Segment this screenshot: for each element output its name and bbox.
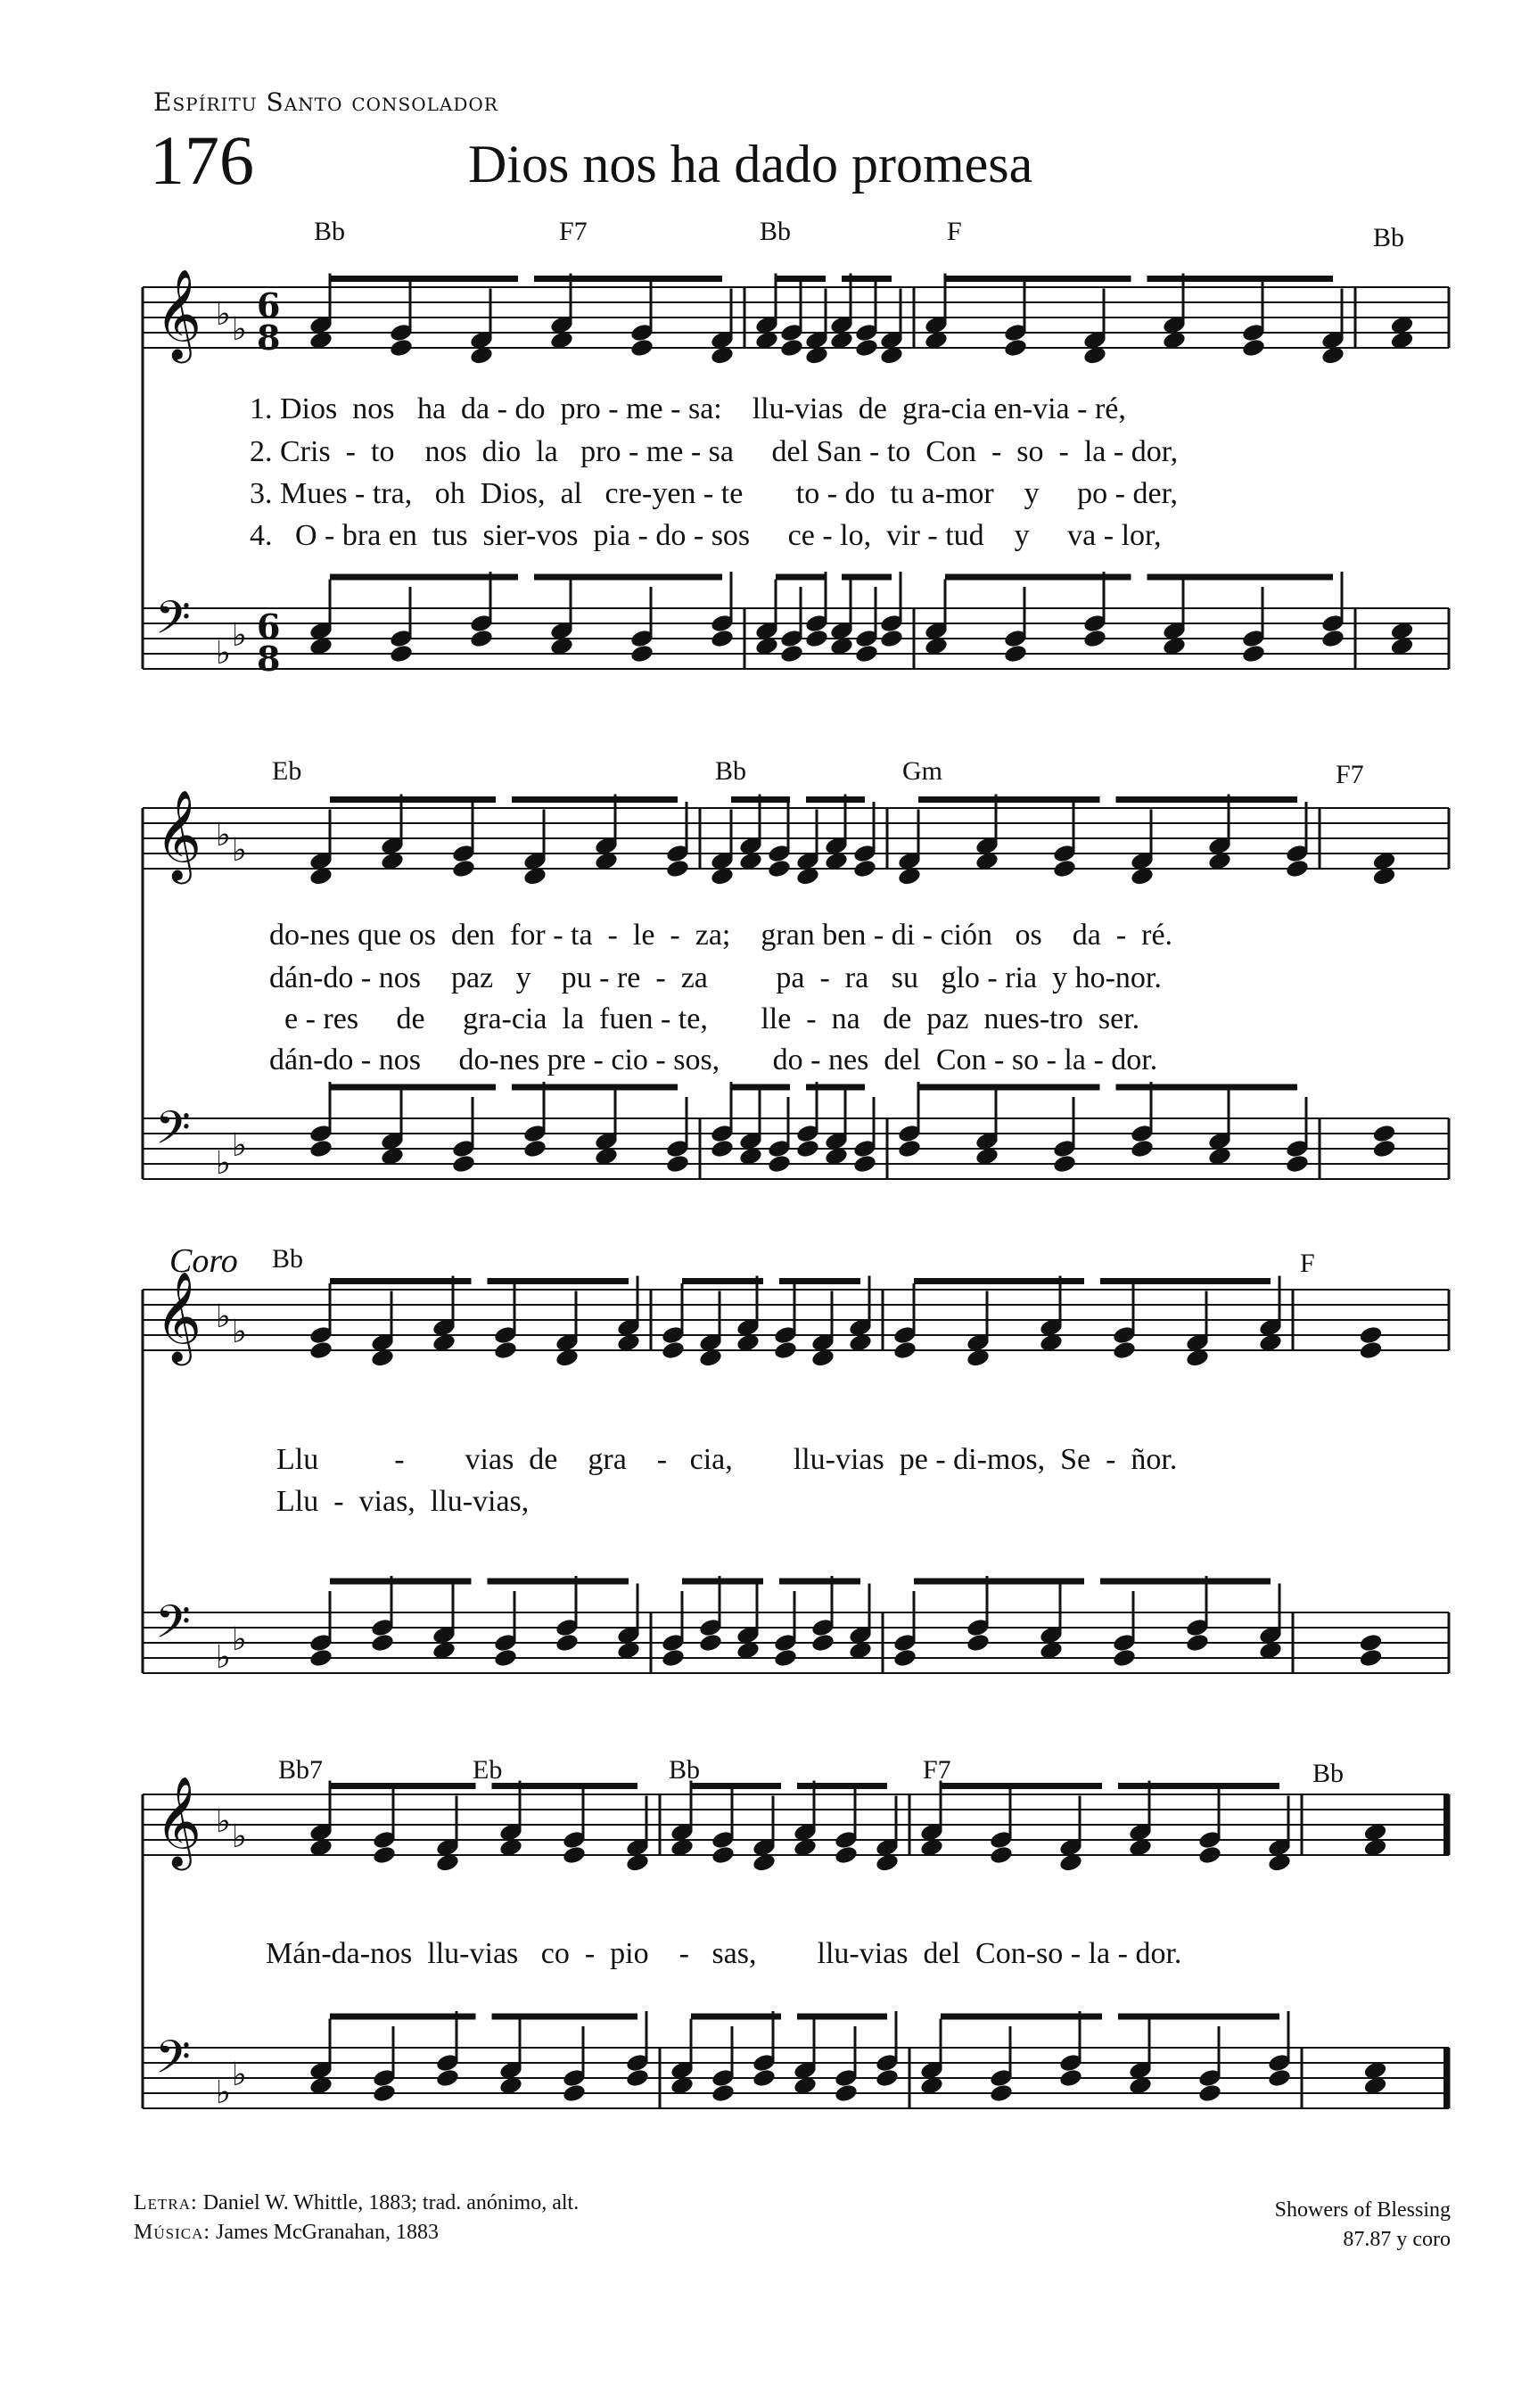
beam [1147,574,1334,581]
lyric-chorus-alt: Llu - vias, llu-vias, [276,1485,530,1518]
notehead [1267,2067,1292,2088]
chord-symbol: Eb [272,756,302,786]
flat-sign: ♭ [232,617,247,654]
notehead [852,858,877,878]
notehead [451,1153,476,1174]
chord-symbol: Bb [760,217,792,246]
notehead [795,1138,820,1159]
notehead [804,628,829,648]
notehead [1285,1153,1310,1174]
beam [330,1783,476,1789]
flat-sign: ♭ [232,1127,247,1164]
notehead [308,1647,333,1668]
hymn-title: Dios nos ha dado promesa [468,135,1033,194]
notehead [1197,1844,1222,1865]
beam [941,2014,1102,2020]
notehead [989,1844,1014,1865]
notehead [892,1647,917,1668]
notehead [661,1647,686,1668]
notehead [1358,1340,1383,1360]
treble-clef: 𝄞 [155,1775,202,1867]
beam [731,796,790,803]
chord-symbol: F [947,217,962,246]
beam [492,2014,638,2020]
flat-sign: ♭ [232,1818,247,1855]
credit-letra-text: Daniel W. Whittle, 1883; trad. anónimo, alt. [202,2191,580,2214]
chorus-label: Coro [169,1242,238,1280]
notehead [710,628,735,648]
notehead [665,858,690,878]
notehead [629,337,654,358]
notehead [435,2067,460,2088]
beam [779,1278,860,1284]
chord-symbol: Eb [473,1755,503,1785]
credit-musica [134,2221,439,2245]
beam [1116,796,1298,803]
chord-symbol: F [1300,1249,1315,1278]
final-barline [1443,2048,1450,2108]
beam [806,796,865,803]
time-signature-bottom: 8 [257,317,281,358]
beam [797,2014,887,2020]
beam [945,276,1131,282]
beam [914,1278,1084,1284]
flat-sign: ♭ [216,1803,231,1840]
beam [488,1278,629,1284]
notehead [711,2082,736,2103]
chord-symbol: F7 [923,1755,951,1785]
notehead [698,1632,723,1653]
bass-clef: 𝄢 [155,590,191,656]
notehead [752,2067,777,2088]
beam [842,276,892,282]
notehead [629,643,654,664]
beam [330,276,518,282]
notehead [1003,643,1028,664]
beam [512,1084,678,1091]
notehead [555,1632,580,1653]
notehead [773,1340,798,1360]
credit-letra-label: Letra: [134,2191,198,2214]
flat-sign: ♭ [216,2074,231,2111]
bass-clef: 𝄢 [155,2030,191,2095]
notehead [875,2067,900,2088]
notehead [1052,1153,1077,1174]
time-signature-bottom: 8 [257,639,281,679]
beam [492,1783,638,1789]
notehead [493,1647,518,1668]
notehead [779,643,804,664]
notehead [897,1138,922,1159]
beam [918,1084,1100,1091]
notehead [1371,1138,1396,1159]
notehead [1241,643,1266,664]
notehead [834,1844,859,1865]
chord-symbol: Bb7 [278,1755,324,1785]
notehead [451,858,476,878]
notehead [661,1340,686,1360]
notehead [854,337,879,358]
beam [776,276,826,282]
tune-name: Showers of Blessing [1274,2198,1451,2222]
notehead [469,628,494,648]
notehead [989,2082,1014,2103]
chord-symbol: Bb [1373,223,1405,252]
beam [1118,2014,1279,2020]
notehead [779,337,804,358]
treble-clef: 𝄞 [155,268,202,359]
lyric-verse-1: do-nes que os den for - ta - le - za; gran ben - di - ción os da - ré. [269,919,1173,952]
chord-symbol: F7 [1336,760,1364,789]
beam [488,1579,629,1585]
flat-sign: ♭ [232,832,247,869]
notehead [767,1153,792,1174]
notehead [625,2067,650,2088]
final-barline [1443,1794,1450,1855]
lyric-verse-4: 4. O - bra en tus sier-vos pia - do - sos ce - lo, vir - tud y va - lor, [250,519,1162,552]
notehead [1052,858,1077,878]
chord-symbol: Bb [715,756,747,786]
hymn-number: 176 [150,121,254,199]
beam [534,574,722,581]
notehead [854,643,879,664]
notehead [834,2082,859,2103]
notehead [773,1647,798,1668]
notehead [370,1632,395,1653]
beam [330,574,518,581]
lyric-chorus: Mán-da-nos llu-vias co - pio - sas, llu-vias del Con-so - la - dor. [266,1937,1182,1970]
notehead [852,1153,877,1174]
notehead [710,1138,735,1159]
notehead [372,2082,397,2103]
beam [330,1084,496,1091]
notehead [522,1138,547,1159]
chord-symbol: Bb [1312,1759,1345,1788]
notehead [1358,1324,1383,1345]
beam [534,276,722,282]
chord-symbol: Bb [314,217,346,246]
notehead [1241,337,1266,358]
beam [691,1783,781,1789]
beam [941,1783,1102,1789]
beam [682,1579,763,1585]
notehead [1320,628,1345,648]
time-signature-top: 6 [257,606,281,647]
notehead [810,1632,835,1653]
flat-sign: ♭ [216,817,231,854]
beam [1100,1278,1271,1284]
beam [691,2014,781,2020]
notehead [308,1340,333,1360]
flat-sign: ♭ [232,1621,247,1658]
notehead [1285,858,1310,878]
credit-musica-text: James McGranahan, 1883 [216,2221,439,2244]
notehead [1112,1647,1137,1668]
beam [806,1084,865,1091]
bass-clef: 𝄢 [155,1595,191,1660]
beam [1116,1084,1298,1091]
time-signature-top: 6 [257,285,281,326]
notehead [493,1340,518,1360]
notehead [966,1632,991,1653]
lyric-verse-1: 1. Dios nos ha da - do pro - me - sa: llu-vias de gra-cia en-via - ré, [250,392,1126,425]
notehead [1130,1138,1155,1159]
notehead [1112,1340,1137,1360]
lyric-verse-2: dán-do - nos paz y pu - re - za pa - ra su glo - ria y ho-nor. [269,961,1162,994]
credit-musica-label: Música: [134,2221,211,2244]
notehead [562,2082,587,2103]
beam [1147,276,1334,282]
treble-clef: 𝄞 [155,788,202,880]
chord-symbol: Bb [669,1755,701,1785]
bass-clef: 𝄢 [155,1101,191,1166]
flat-sign: ♭ [232,2057,247,2093]
beam [731,1084,790,1091]
lyric-chorus: Llu - vias de gra - cia, llu-vias pe - di-mos, Se - ñor. [276,1443,1178,1476]
beam [797,1783,887,1789]
beam [330,1579,472,1585]
flat-sign: ♭ [216,1145,231,1182]
notehead [562,1844,587,1865]
notehead [1358,1632,1383,1653]
beam [918,796,1100,803]
lyric-verse-3: e - res de gra-cia la fuen - te, lle - na de paz nues-tro ser. [269,1002,1140,1035]
meter: 87.87 y coro [1343,2228,1451,2251]
notehead [1358,1647,1383,1668]
beam [1118,1783,1279,1789]
flat-sign: ♭ [216,296,231,333]
section-heading: Espíritu Santo consolador [153,87,498,117]
notehead [389,337,414,358]
notehead [1185,1632,1210,1653]
notehead [879,628,904,648]
notehead [767,858,792,878]
flat-sign: ♭ [216,1299,231,1335]
lyric-verse-3: 3. Mues - tra, oh Dios, al cre-yen - te to - do tu a-mor y po - der, [250,477,1179,510]
chord-symbol: Gm [902,756,942,786]
notehead [892,1340,917,1360]
chord-symbol: F7 [559,217,588,246]
flat-sign: ♭ [232,311,247,348]
beam [842,574,892,581]
notehead [372,1844,397,1865]
notehead [389,643,414,664]
credit-letra [134,2191,579,2215]
notehead [1371,1123,1396,1143]
chord-symbol: Bb [272,1244,304,1274]
notehead [1197,2082,1222,2103]
notehead [665,1153,690,1174]
flat-sign: ♭ [216,1639,231,1676]
beam [512,796,678,803]
beam [776,574,826,581]
flat-sign: ♭ [232,1314,247,1350]
notehead [1058,2067,1083,2088]
beam [945,574,1131,581]
beam [330,1278,472,1284]
notehead [308,1138,333,1159]
treble-clef: 𝄞 [155,1270,202,1362]
notehead [1082,628,1107,648]
lyric-verse-2: 2. Cris - to nos dio la pro - me - sa del San - to Con - so - la - dor, [250,435,1179,468]
beam [779,1579,860,1585]
beam [914,1579,1084,1585]
beam [330,796,496,803]
notehead [711,1844,736,1865]
flat-sign: ♭ [216,635,231,672]
beam [330,2014,476,2020]
beam [1100,1579,1271,1585]
notehead [1003,337,1028,358]
lyric-verse-4: dán-do - nos do-nes pre - cio - sos, do - nes del Con - so - la - dor. [269,1043,1158,1076]
beam [682,1278,763,1284]
